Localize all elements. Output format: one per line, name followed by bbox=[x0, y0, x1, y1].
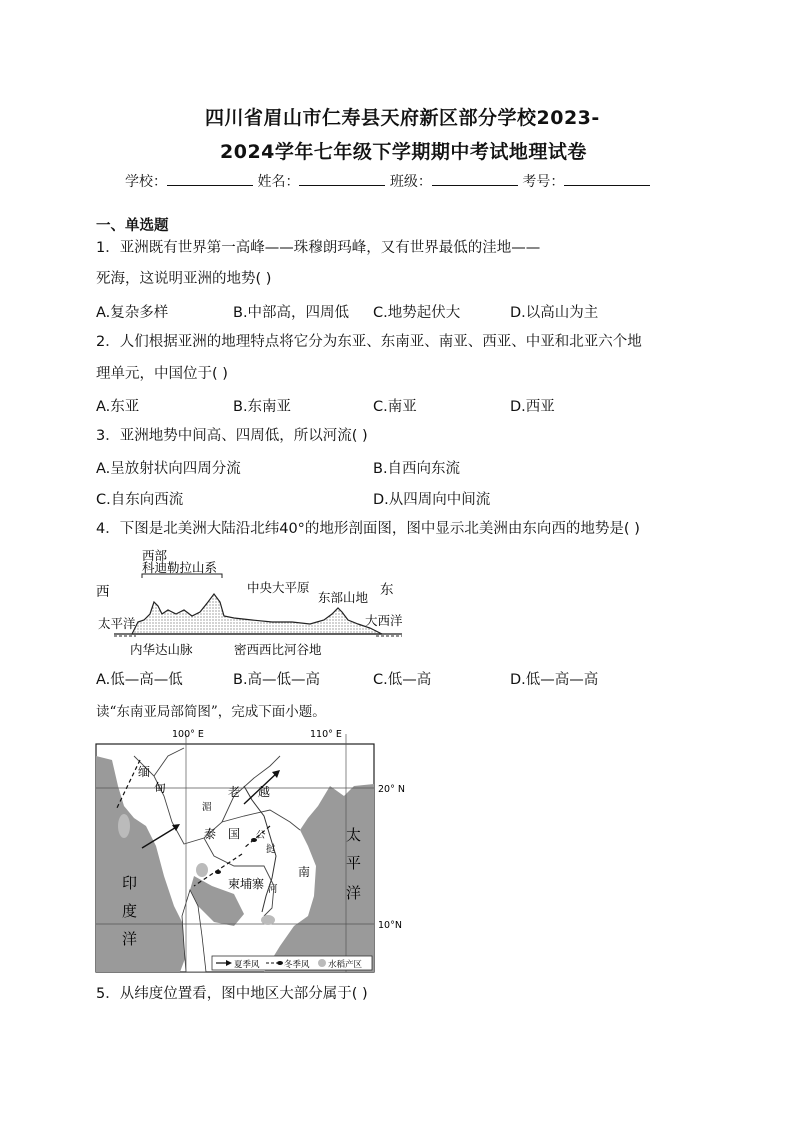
school-blank bbox=[167, 171, 253, 186]
label-pacific-1: 太 bbox=[346, 826, 362, 844]
label-thailand-2: 国 bbox=[228, 827, 241, 841]
label-mekong-3: 挝 bbox=[266, 844, 276, 855]
question-2-line-2: 理单元，中国位于( ) bbox=[96, 366, 228, 382]
question-3-line-1: 3．亚洲地势中间高、四周低，所以河流( ) bbox=[96, 428, 368, 444]
terrain-profile-svg bbox=[92, 544, 412, 662]
rice-area-1 bbox=[118, 814, 130, 838]
title-line-2: 2024学年七年级下学期期中考试地理试卷 bbox=[220, 141, 587, 163]
label-west-1: 西部 bbox=[142, 548, 168, 563]
label-mekong-4: 河 bbox=[268, 884, 278, 895]
q3-option-c[interactable]: C.自东向西流 bbox=[96, 492, 184, 508]
question-2-line-1: 2．人们根据亚洲的地理特点将它分为东亚、东南亚、南亚、西亚、中亚和北亚六个地 bbox=[96, 334, 642, 350]
q1-option-c[interactable]: C.地势起伏大 bbox=[373, 305, 461, 321]
legend-summer-label: 夏季风 bbox=[234, 960, 260, 970]
label-lat-20: 20° N bbox=[378, 784, 405, 795]
label-vietnam-2: 南 bbox=[298, 865, 311, 879]
label-pacific: 太平洋 bbox=[98, 616, 136, 631]
q2-option-d[interactable]: D.西亚 bbox=[510, 399, 555, 415]
q4-option-a[interactable]: A.低—高—低 bbox=[96, 672, 183, 688]
label-west-2: 科迪勒拉山系 bbox=[142, 560, 218, 575]
question-1-line-2: 死海，这说明亚洲的地势( ) bbox=[96, 271, 272, 287]
label-indian-ocean-1: 印 bbox=[122, 874, 138, 892]
title-line-1: 四川省眉山市仁寿县天府新区部分学校2023- bbox=[205, 107, 600, 129]
q1-option-b[interactable]: B.中部高，四周低 bbox=[233, 305, 350, 321]
class-blank bbox=[432, 171, 518, 186]
label-myanmar-1: 缅 bbox=[138, 765, 151, 779]
student-info-row bbox=[125, 171, 650, 191]
label-pacific-2: 平 bbox=[346, 854, 362, 872]
name-label: 姓名： bbox=[257, 174, 300, 190]
label-pacific-3: 洋 bbox=[346, 884, 362, 902]
exam-no-label: 考号： bbox=[522, 174, 565, 190]
school-label: 学校： bbox=[125, 174, 167, 190]
legend-winter-label: 冬季风 bbox=[284, 960, 310, 970]
question-4-line-1: 4．下图是北美洲大陆沿北纬40°的地形剖面图，图中显示北美洲由东向西的地势是( ) bbox=[96, 521, 640, 537]
label-central-plain: 中央大平原 bbox=[247, 580, 310, 595]
q2-option-b[interactable]: B.东南亚 bbox=[233, 399, 292, 415]
southeast-asia-map-figure bbox=[94, 726, 414, 976]
q4-option-d[interactable]: D.低—高—高 bbox=[510, 672, 599, 688]
q3-option-d[interactable]: D.从四周向中间流 bbox=[373, 492, 491, 508]
section-title: 一、单选题 bbox=[96, 218, 169, 234]
q1-option-d[interactable]: D.以高山为主 bbox=[510, 305, 599, 321]
question-5-line-1: 5．从纬度位置看，图中地区大部分属于( ) bbox=[96, 986, 368, 1002]
q3-option-a[interactable]: A.呈放射状向四周分流 bbox=[96, 461, 241, 477]
label-atlantic: 大西洋 bbox=[365, 613, 403, 628]
q4-option-b[interactable]: B.高—低—高 bbox=[233, 672, 321, 688]
label-nevada: 内华达山脉 bbox=[130, 642, 193, 657]
terrain-profile-figure bbox=[92, 544, 412, 662]
label-indian-ocean-2: 度 bbox=[122, 902, 138, 920]
southeast-asia-map-svg bbox=[94, 726, 414, 976]
label-west-direction: 西 bbox=[96, 584, 110, 600]
label-lon-110: 110° E bbox=[310, 729, 342, 740]
label-lat-10: 10°N bbox=[378, 920, 402, 931]
label-cambodia: 柬埔寨 bbox=[228, 877, 265, 891]
label-eastern-mountains: 东部山地 bbox=[318, 590, 369, 605]
legend-winter-head bbox=[277, 961, 283, 965]
label-lon-100: 100° E bbox=[172, 729, 204, 740]
label-mekong-2: 公 bbox=[256, 830, 266, 841]
q3-option-b[interactable]: B.自西向东流 bbox=[373, 461, 461, 477]
legend-rice-swatch bbox=[318, 959, 326, 967]
label-laos: 老 bbox=[228, 785, 241, 799]
legend-rice-label: 水稻产区 bbox=[328, 960, 363, 970]
label-vietnam-1: 越 bbox=[258, 785, 271, 799]
rice-area-3 bbox=[261, 915, 275, 925]
exam-no-blank bbox=[564, 171, 650, 186]
question-1-line-1: 1．亚洲既有世界第一高峰——珠穆朗玛峰，又有世界最低的洼地—— bbox=[96, 240, 541, 256]
q2-option-a[interactable]: A.东亚 bbox=[96, 399, 140, 415]
q1-option-a[interactable]: A.复杂多样 bbox=[96, 305, 169, 321]
class-label: 班级： bbox=[389, 174, 432, 190]
label-thailand-1: 泰 bbox=[204, 827, 217, 841]
q2-option-c[interactable]: C.南亚 bbox=[373, 399, 417, 415]
name-blank bbox=[299, 171, 385, 186]
label-mekong-1: 湄 bbox=[202, 802, 212, 813]
label-mississippi: 密西西比河谷地 bbox=[234, 642, 322, 657]
winter-monsoon-head-1 bbox=[215, 870, 221, 874]
label-indian-ocean-3: 洋 bbox=[122, 930, 138, 948]
label-east-direction: 东 bbox=[380, 582, 394, 598]
map-intro: 读“东南亚局部简图”，完成下面小题。 bbox=[96, 704, 326, 720]
label-myanmar-2: 甸 bbox=[154, 781, 167, 795]
rice-area-2 bbox=[196, 863, 208, 877]
q4-option-c[interactable]: C.低—高 bbox=[373, 672, 432, 688]
